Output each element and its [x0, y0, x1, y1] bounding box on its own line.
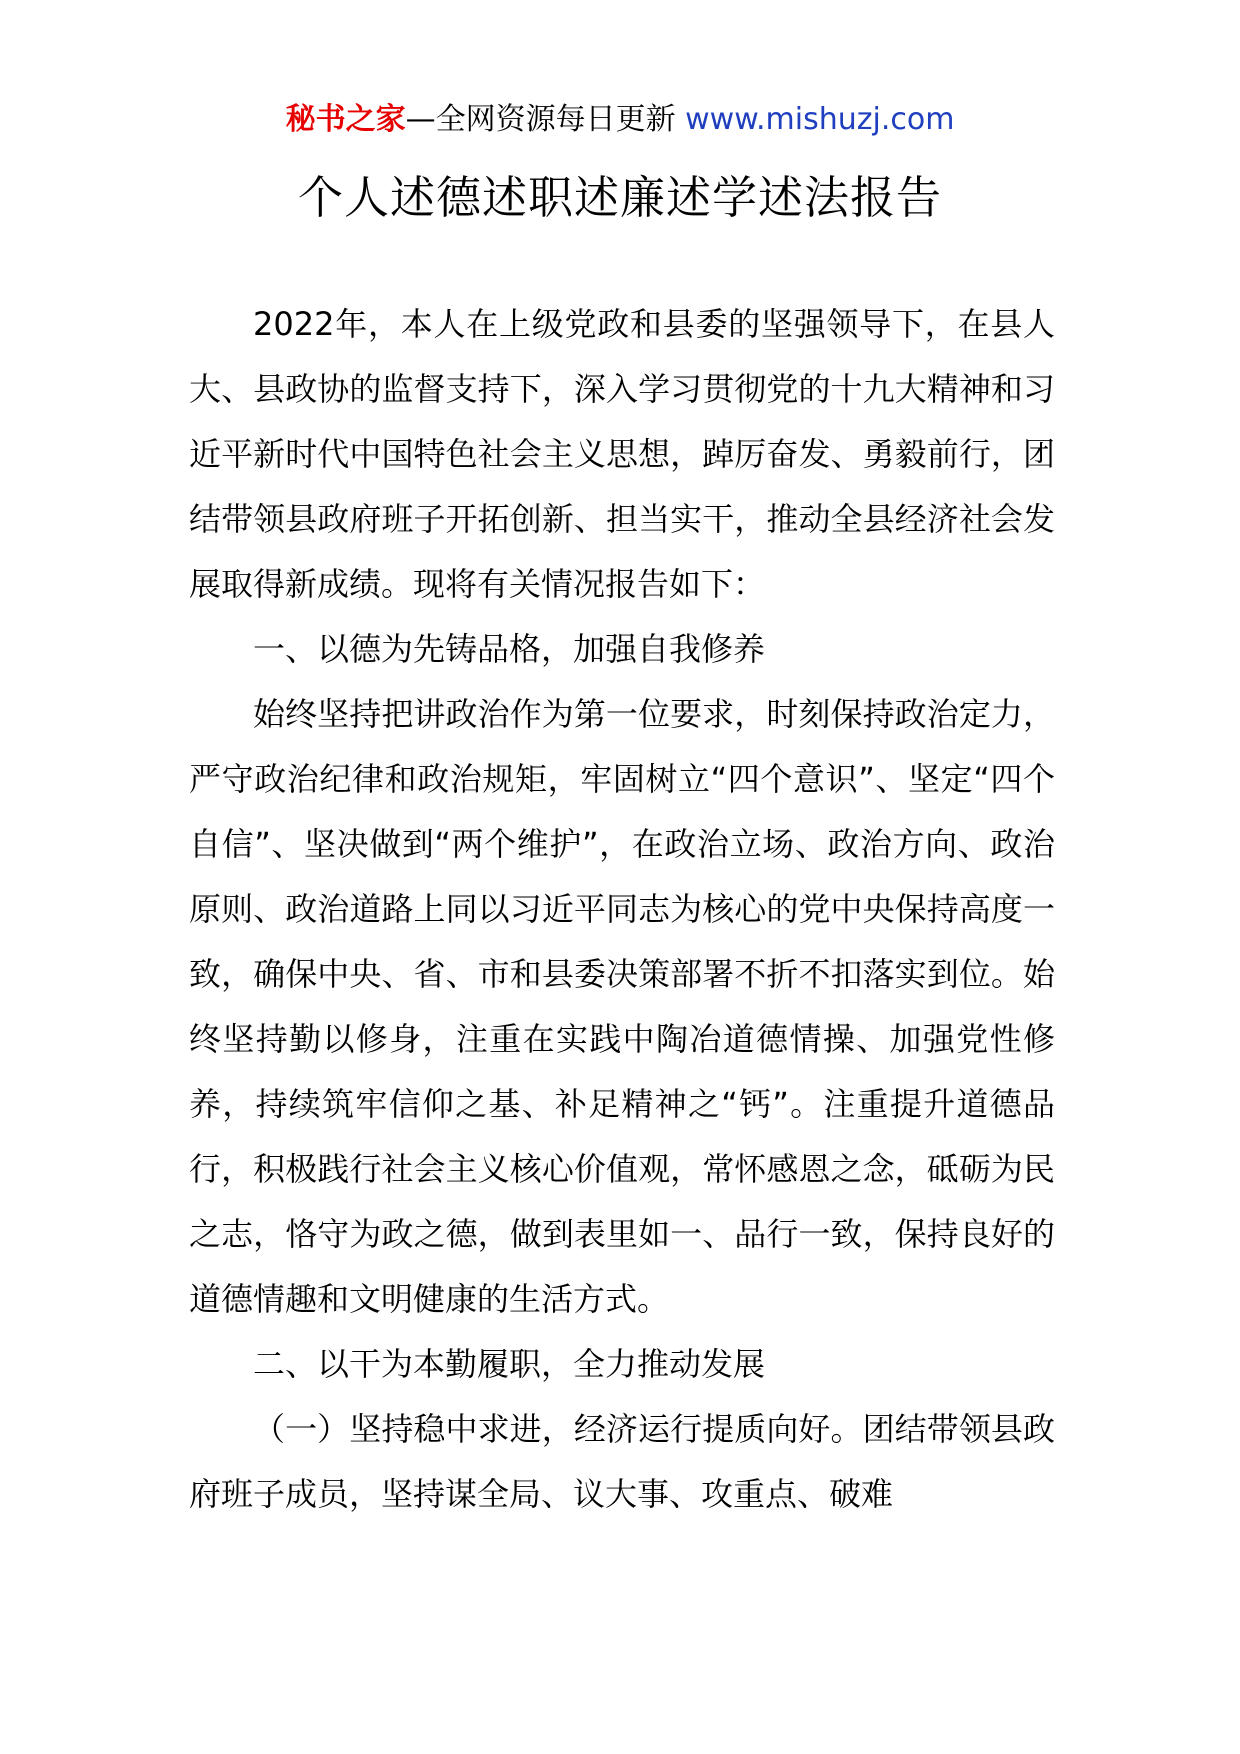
section-1-heading: 一、以德为先铸品格，加强自我修养 [253, 630, 766, 668]
section-1-paragraph: 始终坚持把讲政治作为第一位要求，时刻保持政治定力，严守政治纪律和政治规矩，牢固树立“四个意识”、坚定“四个自信”、坚决做到“两个维护”，在政治立场、政治方向、政治原则、政治道路上同以习近平同志为核心的党中央保持高度一致，确保中央、省、市和县委决策部署不折不扣落实到位。始终坚持勤以修身，注重在实践中陶冶道德情操、加强党性修养，持续筑牢信仰之基、补足精神之“钙”。注重提升道德品行，积极践行社会主义核心价值观，常怀感恩之念，砥砺为民之志，恪守为政之德，做到表里如一、品行一致，保持良好的道德情趣和文明健康的生活方式。 [189, 695, 1055, 1318]
brand-tagline: —全网资源每日更新 [405, 102, 686, 137]
brand-name: 秘书之家 [285, 102, 406, 137]
watermark-header [0, 100, 1240, 140]
document-title: 个人述德述职述廉述学述法报告 [297, 171, 942, 224]
site-url[interactable]: www.mishuzj.com [685, 102, 955, 137]
section-2-paragraph: （一）坚持稳中求进，经济运行提质向好。团结带领县政府班子成员，坚持谋全局、议大事、攻重点、破难 [189, 1410, 1055, 1513]
section-2-heading: 二、以干为本勤履职，全力推动发展 [253, 1345, 766, 1383]
document-body [189, 292, 1055, 1527]
intro-paragraph: 2022年，本人在上级党政和县委的坚强领导下，在县人大、县政协的监督支持下，深入学习贯彻党的十九大精神和习近平新时代中国特色社会主义思想，踔厉奋发、勇毅前行，团结带领县政府班子开拓创新、担当实干，推动全县经济社会发展取得新成绩。现将有关情况报告如下： [189, 305, 1055, 603]
